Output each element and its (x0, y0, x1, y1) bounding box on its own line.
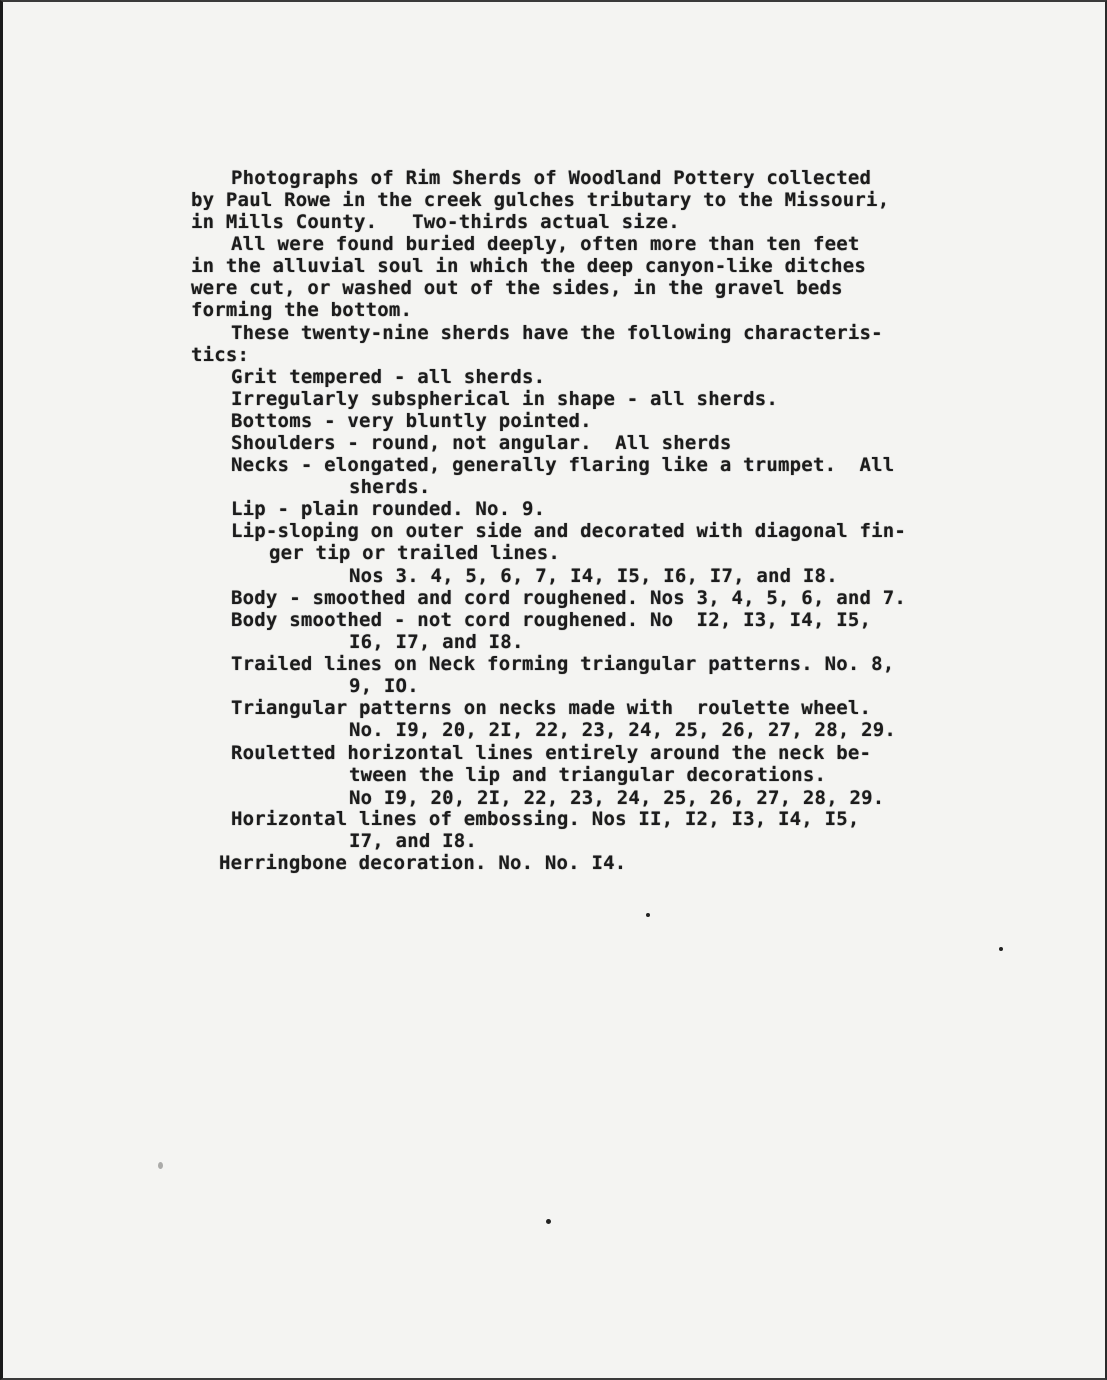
text-line: Triangular patterns on necks made with roulette wheel. (231, 697, 872, 719)
text-line: Trailed lines on Neck forming triangular patterns. No. 8, (231, 653, 895, 675)
text-line: sherds. (349, 476, 431, 498)
text-line: I6, I7, and I8. (349, 631, 524, 653)
text-line: tics: (191, 344, 250, 366)
paper-speck (546, 1219, 551, 1224)
paper-speck (999, 947, 1003, 951)
text-line: These twenty-nine sherds have the following characteris- (231, 322, 883, 344)
text-line: tween the lip and triangular decorations. (349, 764, 827, 786)
text-line: Herringbone decoration. No. No. I4. (219, 852, 627, 874)
text-line: 9, IO. (349, 675, 419, 697)
text-line: Body - smoothed and cord roughened. Nos 3, 4, 5, 6, and 7. (231, 587, 907, 609)
text-line: Bottoms - very bluntly pointed. (231, 410, 592, 432)
text-line: I7, and I8. (349, 830, 478, 852)
text-line: Horizontal lines of embossing. Nos II, I2, I3, I4, I5, (231, 808, 860, 830)
text-line: Nos 3. 4, 5, 6, 7, I4, I5, I6, I7, and I8. (349, 565, 838, 587)
text-line: by Paul Rowe in the creek gulches tributary to the Missouri, (191, 189, 890, 211)
text-line: All were found buried deeply, often more than ten feet (231, 233, 860, 255)
paper-speck (158, 1162, 163, 1169)
text-line: were cut, or washed out of the sides, in the gravel beds (191, 277, 843, 299)
text-line: in the alluvial soul in which the deep canyon-like ditches (191, 255, 867, 277)
text-line: Photographs of Rim Sherds of Woodland Pottery collected (231, 167, 872, 189)
text-line: No I9, 20, 2I, 22, 23, 24, 25, 26, 27, 28, 29. (349, 787, 885, 809)
text-line: Irregularly subspherical in shape - all sherds. (231, 388, 779, 410)
text-line: No. I9, 20, 2I, 22, 23, 24, 25, 26, 27, 28, 29. (349, 719, 897, 741)
text-line: Lip-sloping on outer side and decorated with diagonal fin- (231, 520, 907, 542)
text-line: ger tip or trailed lines. (269, 542, 560, 564)
text-line: Lip - plain rounded. No. 9. (231, 498, 546, 520)
text-line: Body smoothed - not cord roughened. No I2, I3, I4, I5, (231, 609, 872, 631)
text-line: Rouletted horizontal lines entirely around the neck be- (231, 742, 872, 764)
text-line: in Mills County. Two-thirds actual size. (191, 211, 680, 233)
text-line: Grit tempered - all sherds. (231, 366, 546, 388)
text-line: Necks - elongated, generally flaring like a trumpet. All (231, 454, 895, 476)
text-line: Shoulders - round, not angular. All sherds (231, 432, 732, 454)
paper-speck (646, 913, 650, 917)
text-line: forming the bottom. (191, 299, 413, 321)
